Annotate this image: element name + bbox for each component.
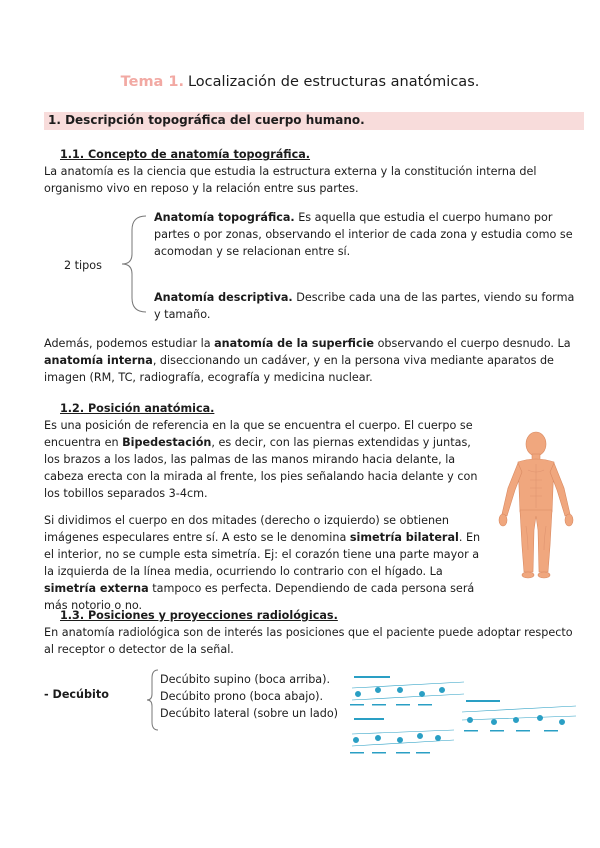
definition-text: Describe cada una de las partes, viendo su forma y tamaño. bbox=[154, 291, 575, 321]
bold-run: anatomía interna bbox=[44, 354, 153, 367]
title-prefix: Tema 1. bbox=[120, 74, 184, 90]
decubito-list bbox=[160, 671, 338, 722]
brace-icon bbox=[118, 214, 148, 314]
bold-run: simetría externa bbox=[44, 582, 149, 595]
list-item: Decúbito supino (boca arriba). bbox=[160, 673, 331, 686]
text-run: observando el cuerpo desnudo. La bbox=[374, 337, 571, 350]
anatomy-extra-paragraph bbox=[44, 335, 584, 386]
subsection-heading-1-3: 1.3. Posiciones y proyecciones radiológicas. bbox=[60, 609, 338, 622]
list-item: Decúbito prono (boca abajo). bbox=[160, 690, 324, 703]
radiology-intro-paragraph: En anatomía radiológica son de interés las posiciones que el paciente puede adoptar respecto al receptor o detector de la señal. bbox=[44, 626, 573, 656]
text-run: tampoco es perfecta. Dependiendo de cada persona será más notorio o no. bbox=[44, 582, 475, 612]
subsection-heading-1-1: 1.1. Concepto de anatomía topográfica. bbox=[60, 148, 311, 161]
text-run: . En el interior, no se cumple esta simetría. Ej: el corazón tiene una parte mayor a la izquierda de la línea media, ocurriendo lo contrario con el hígado. La bbox=[44, 531, 481, 578]
title-text: Localización de estructuras anatómicas. bbox=[187, 74, 480, 90]
text-run: , diseccionando un cadáver, y en la persona viva mediante aparatos de imagen (RM, TC, radiografía, ecografía y medicina nuclear. bbox=[44, 354, 554, 384]
definition-descriptiva bbox=[154, 289, 584, 323]
text-run: Es una posición de referencia en la que se encuentra el cuerpo. El cuerpo se encuentra en bbox=[44, 419, 473, 449]
bold-run: Bipedestación bbox=[122, 436, 212, 449]
definition-term: Anatomía topográfica. bbox=[154, 211, 295, 224]
bold-run: simetría bilateral bbox=[349, 531, 459, 544]
section-title: 1. Descripción topográfica del cuerpo humano. bbox=[48, 113, 365, 127]
human-body-figure-icon bbox=[488, 430, 584, 580]
radiology-positions-diagram-icon bbox=[344, 660, 584, 760]
brace-icon bbox=[146, 668, 160, 732]
decubito-label: - Decúbito bbox=[44, 688, 109, 701]
anatomical-position-paragraph bbox=[44, 417, 486, 502]
intro-paragraph: La anatomía es la ciencia que estudia la estructura externa y la constitución interna del organismo vivo en reposo y la relación entre sus partes. bbox=[44, 165, 537, 195]
tipos-label: 2 tipos bbox=[64, 259, 102, 272]
list-item: Decúbito lateral (sobre un lado) bbox=[160, 707, 339, 720]
subsection-heading-1-2: 1.2. Posición anatómica. bbox=[60, 402, 215, 415]
text-run: Además, podemos estudiar la bbox=[44, 337, 215, 350]
definition-text: Es aquella que estudia el cuerpo humano por partes o por zonas, observando el interior de cada zona y estudia como se acomodan y se relacionan entre sí. bbox=[154, 211, 573, 258]
text-run: , es decir, con las piernas extendidas y juntas, los brazos a los lados, las palmas de las manos mirando hacia delante, la cabeza erecta con la mirada al frente, los pies señalando hacia delante y con los tobillos separados 3-4cm. bbox=[44, 436, 478, 500]
symmetry-paragraph bbox=[44, 512, 490, 614]
definition-term: Anatomía descriptiva. bbox=[154, 291, 293, 304]
definition-topografica bbox=[154, 209, 584, 260]
page-title bbox=[0, 74, 600, 90]
text-run: Si dividimos el cuerpo en dos mitades (derecho o izquierdo) se obtienen imágenes especulares entre sí. A esto se le denomina bbox=[44, 514, 450, 544]
bold-run: anatomía de la superficie bbox=[214, 337, 375, 350]
